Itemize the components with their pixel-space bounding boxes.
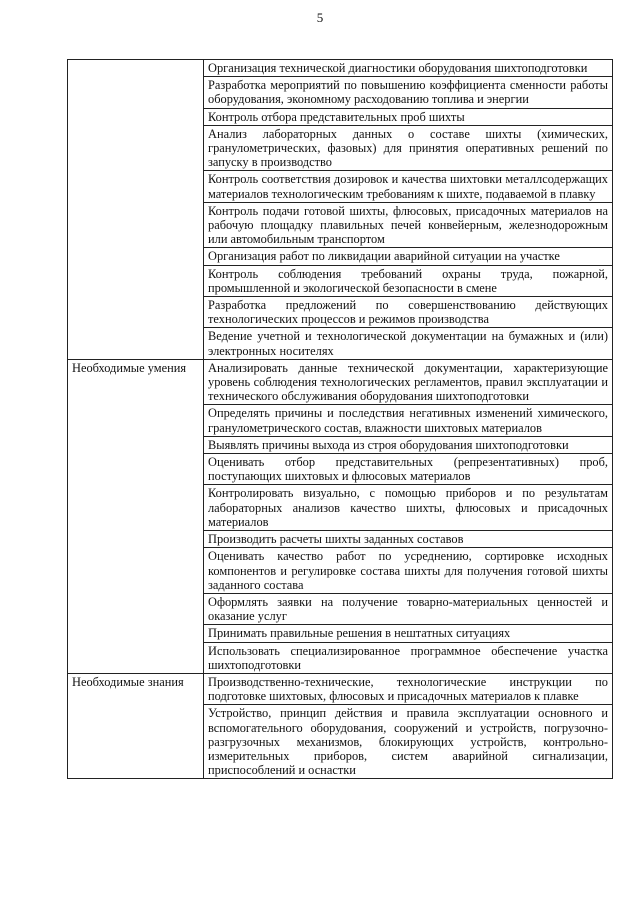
item-cell	[204, 454, 613, 485]
item-text: Организация работ по ликвидации аварийной ситуации на участке	[208, 249, 560, 264]
table-row	[68, 60, 613, 77]
item-text: Контроль отбора представительных проб шихты	[208, 109, 465, 124]
item-cell	[204, 642, 613, 673]
item-text: Оформлять заявки на получение товарно-материальных ценностей и оказание услуг	[208, 594, 608, 624]
item-cell	[204, 171, 613, 202]
item-text: Разработка мероприятий по повышению коэффициента сменности работы оборудования, экономному расходованию топлива и энергии	[208, 78, 608, 107]
item-text: Ведение учетной и технологической документации на бумажных и (или) электронных носителях	[208, 329, 608, 358]
item-text: Разработка предложений по совершенствованию действующих технологических процессов и режимов производства	[208, 298, 608, 327]
item-cell	[204, 60, 613, 77]
item-cell	[204, 202, 613, 248]
item-cell	[204, 108, 613, 125]
section-label-cell	[68, 60, 204, 360]
item-cell	[204, 548, 613, 594]
item-cell	[204, 125, 613, 171]
item-cell	[204, 593, 613, 624]
item-text: Устройство, принцип действия и правила эксплуатации основного и вспомогательного оборудования, сооружений и устройств, погрузочно-разгрузочных механизмов, блокирующих устройств, контрольно-измерительных приборов, систем аварийной сигнализации, приспособлений и оснастки	[208, 706, 608, 778]
item-text: Контроль подачи готовой шихты, флюсовых, присадочных материалов на рабочую площадку плавильных печей конвейерным, железнодорожным или автомобильным транспортом	[208, 203, 608, 247]
item-cell	[204, 328, 613, 359]
item-cell	[204, 531, 613, 548]
item-cell	[204, 359, 613, 405]
item-text: Контроль соблюдения требований охраны труда, пожарной, промышленной и экологической безопасности в смене	[208, 266, 608, 295]
item-text: Выявлять причины выхода из строя оборудования шихтоподготовки	[208, 437, 569, 452]
item-text: Оценивать отбор представительных (репрезентативных) проб, поступающих шихтовых и флюсовых материалов	[208, 455, 608, 484]
item-text: Контроль соответствия дозировок и качества шихтовки металлсодержащих материалов технологическим требованиям к шихте, подаваемой в плавку	[208, 172, 608, 201]
item-text: Определять причины и последствия негативных изменений химического, гранулометрического состав, влажности шихтовых материалов	[208, 406, 608, 435]
item-cell	[204, 485, 613, 531]
item-text: Производить расчеты шихты заданных составов	[208, 532, 464, 547]
item-cell	[204, 265, 613, 296]
item-text: Анализировать данные технической документации, характеризующие уровень соблюдения технологических регламентов, правил эксплуатации и технического обслуживания оборудования шихтоподготовки	[208, 360, 608, 404]
item-cell	[204, 405, 613, 436]
item-cell	[204, 625, 613, 642]
item-text: Производственно-технические, технологические инструкции по подготовке шихтовых, флюсовых и присадочных материалов к плавке	[208, 674, 608, 704]
section-label-cell	[68, 673, 204, 778]
item-text: Оценивать качество работ по усреднению, сортировке исходных компонентов и регулировке состава шихты для получения готовой шихты заданного состава	[208, 549, 608, 592]
item-text: Анализ лабораторных данных о составе шихты (химических, гранулометрических, фазовых) для принятия оперативных решений по запуску в производство	[208, 126, 608, 170]
item-cell	[204, 77, 613, 108]
table-row	[68, 359, 613, 405]
section-label: Необходимые знания	[72, 674, 184, 689]
item-cell	[204, 436, 613, 453]
item-cell	[204, 297, 613, 328]
item-cell	[204, 705, 613, 779]
competency-table	[67, 59, 613, 779]
item-text: Контролировать визуально, с помощью приборов и по результатам лабораторных анализов качество шихты, флюсовых и присадочных материалов	[208, 486, 608, 529]
item-cell	[204, 248, 613, 265]
section-label-cell	[68, 359, 204, 673]
item-text: Принимать правильные решения в нештатных ситуациях	[208, 626, 511, 641]
section-label: Необходимые умения	[72, 360, 187, 375]
item-text: Организация технической диагностики оборудования шихтоподготовки	[208, 61, 588, 75]
item-cell	[204, 673, 613, 704]
page-number: 5	[316, 10, 324, 25]
competency-table-body	[68, 60, 613, 779]
item-text: Использовать специализированное программное обеспечение участка шихтоподготовки	[208, 643, 608, 672]
table-row	[68, 673, 613, 704]
